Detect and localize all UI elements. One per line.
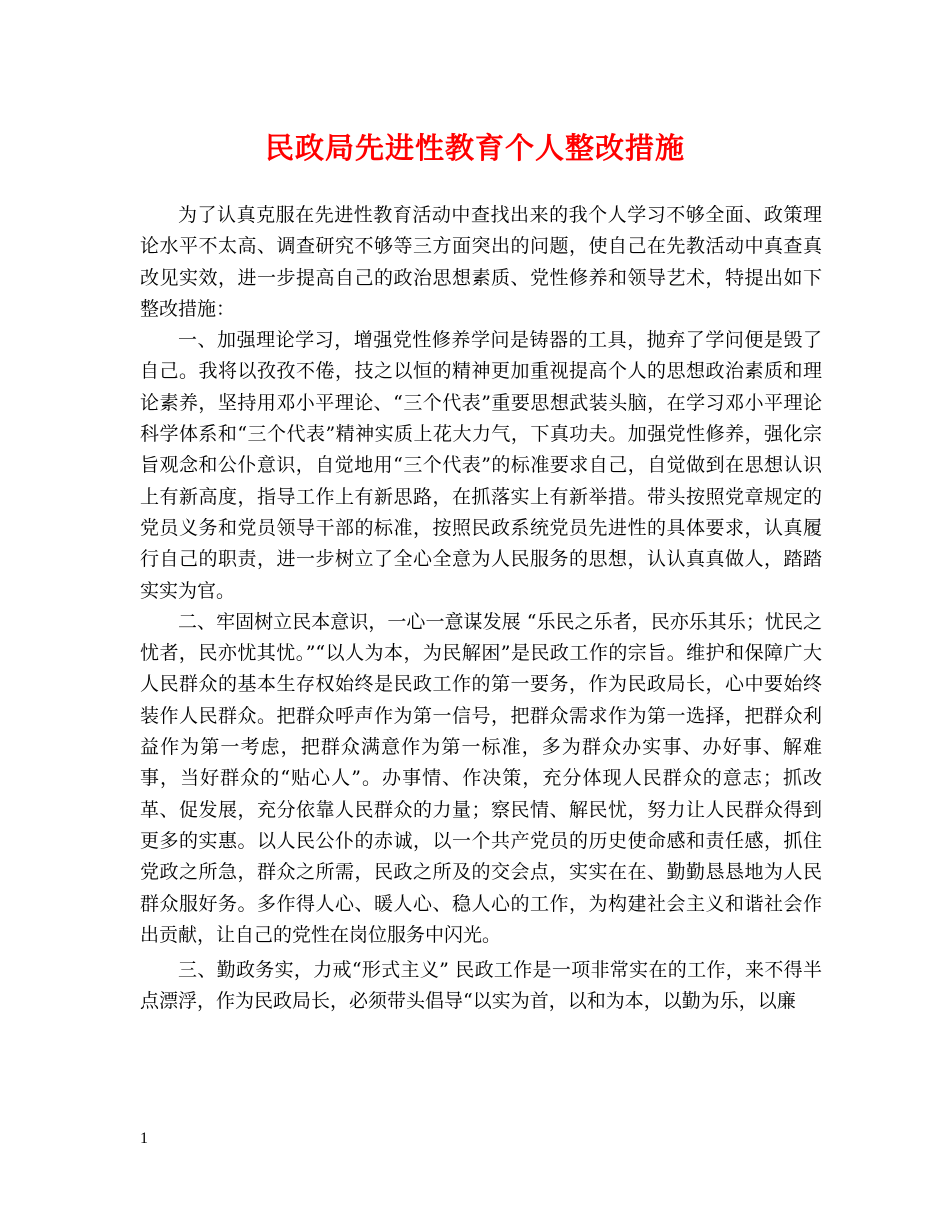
document-body xyxy=(140,200,822,1018)
paragraph-section-2: 二、牢固树立民本意识，一心一意谋发展 “乐民之乐者，民亦乐其乐；忧民之忧者，民亦忧其忧。”“以人为本，为民解困”是民政工作的宗旨。维护和保障广大人民群众的基本生存权始终是民政工作的第一要务，作为民政局长，心中要始终装作人民群众。把群众呼声作为第一信号，把群众需求作为第一选择，把群众利益作为第一考虑，把群众满意作为第一标准，多为群众办实事、办好事、解难事，当好群众的“贴心人”。办事情、作决策，充分体现人民群众的意志；抓改革、促发展，充分依靠人民群众的力量；察民情、解民忧，努力让人民群众得到更多的实惠。以人民公仆的赤诚，以一个共产党员的历史使命感和责任感，抓住党政之所急，群众之所需，民政之所及的交会点，实实在在、勤勤恳恳地为人民群众服好务。多作得人心、暖人心、稳人心的工作，为构建社会主义和谐社会作出贡献，让自己的党性在岗位服务中闪光。 xyxy=(140,610,822,946)
paragraph-section-3: 三、勤政务实，力戒“形式主义” 民政工作是一项非常实在的工作，来不得半点漂浮，作为民政局长，必须带头倡导“以实为首，以和为本，以勤为乐，以廉 xyxy=(140,959,822,1013)
document-title: 民政局先进性教育个人整改措施 xyxy=(264,131,685,165)
page-number: 1 xyxy=(140,1130,148,1147)
paragraph-section-1: 一、加强理论学习，增强党性修养学问是铸器的工具，抛弃了学问便是毁了自己。我将以孜孜不倦，技之以恒的精神更加重视提高个人的思想政治素质和理论素养，坚持用邓小平理论、“三个代表”重要思想武装头脑，在学习邓小平理论科学体系和“三个代表”精神实质上花大力气，下真功夫。加强党性修养，强化宗旨观念和公仆意识，自觉地用“三个代表”的标准要求自己，自觉做到在思想认识上有新高度，指导工作上有新思路，在抓落实上有新举措。带头按照党章规定的党员义务和党员领导干部的标准，按照民政系统党员先进性的具体要求，认真履行自己的职责，进一步树立了全心全意为人民服务的思想，认认真真做人，踏踏实实为官。 xyxy=(140,329,822,602)
paragraph-intro: 为了认真克服在先进性教育活动中查找出来的我个人学习不够全面、政策理论水平不太高、调查研究不够等三方面突出的问题，使自己在先教活动中真查真改见实效，进一步提高自己的政治思想素质、党性修养和领导艺术，特提出如下整改措施： xyxy=(140,204,822,320)
